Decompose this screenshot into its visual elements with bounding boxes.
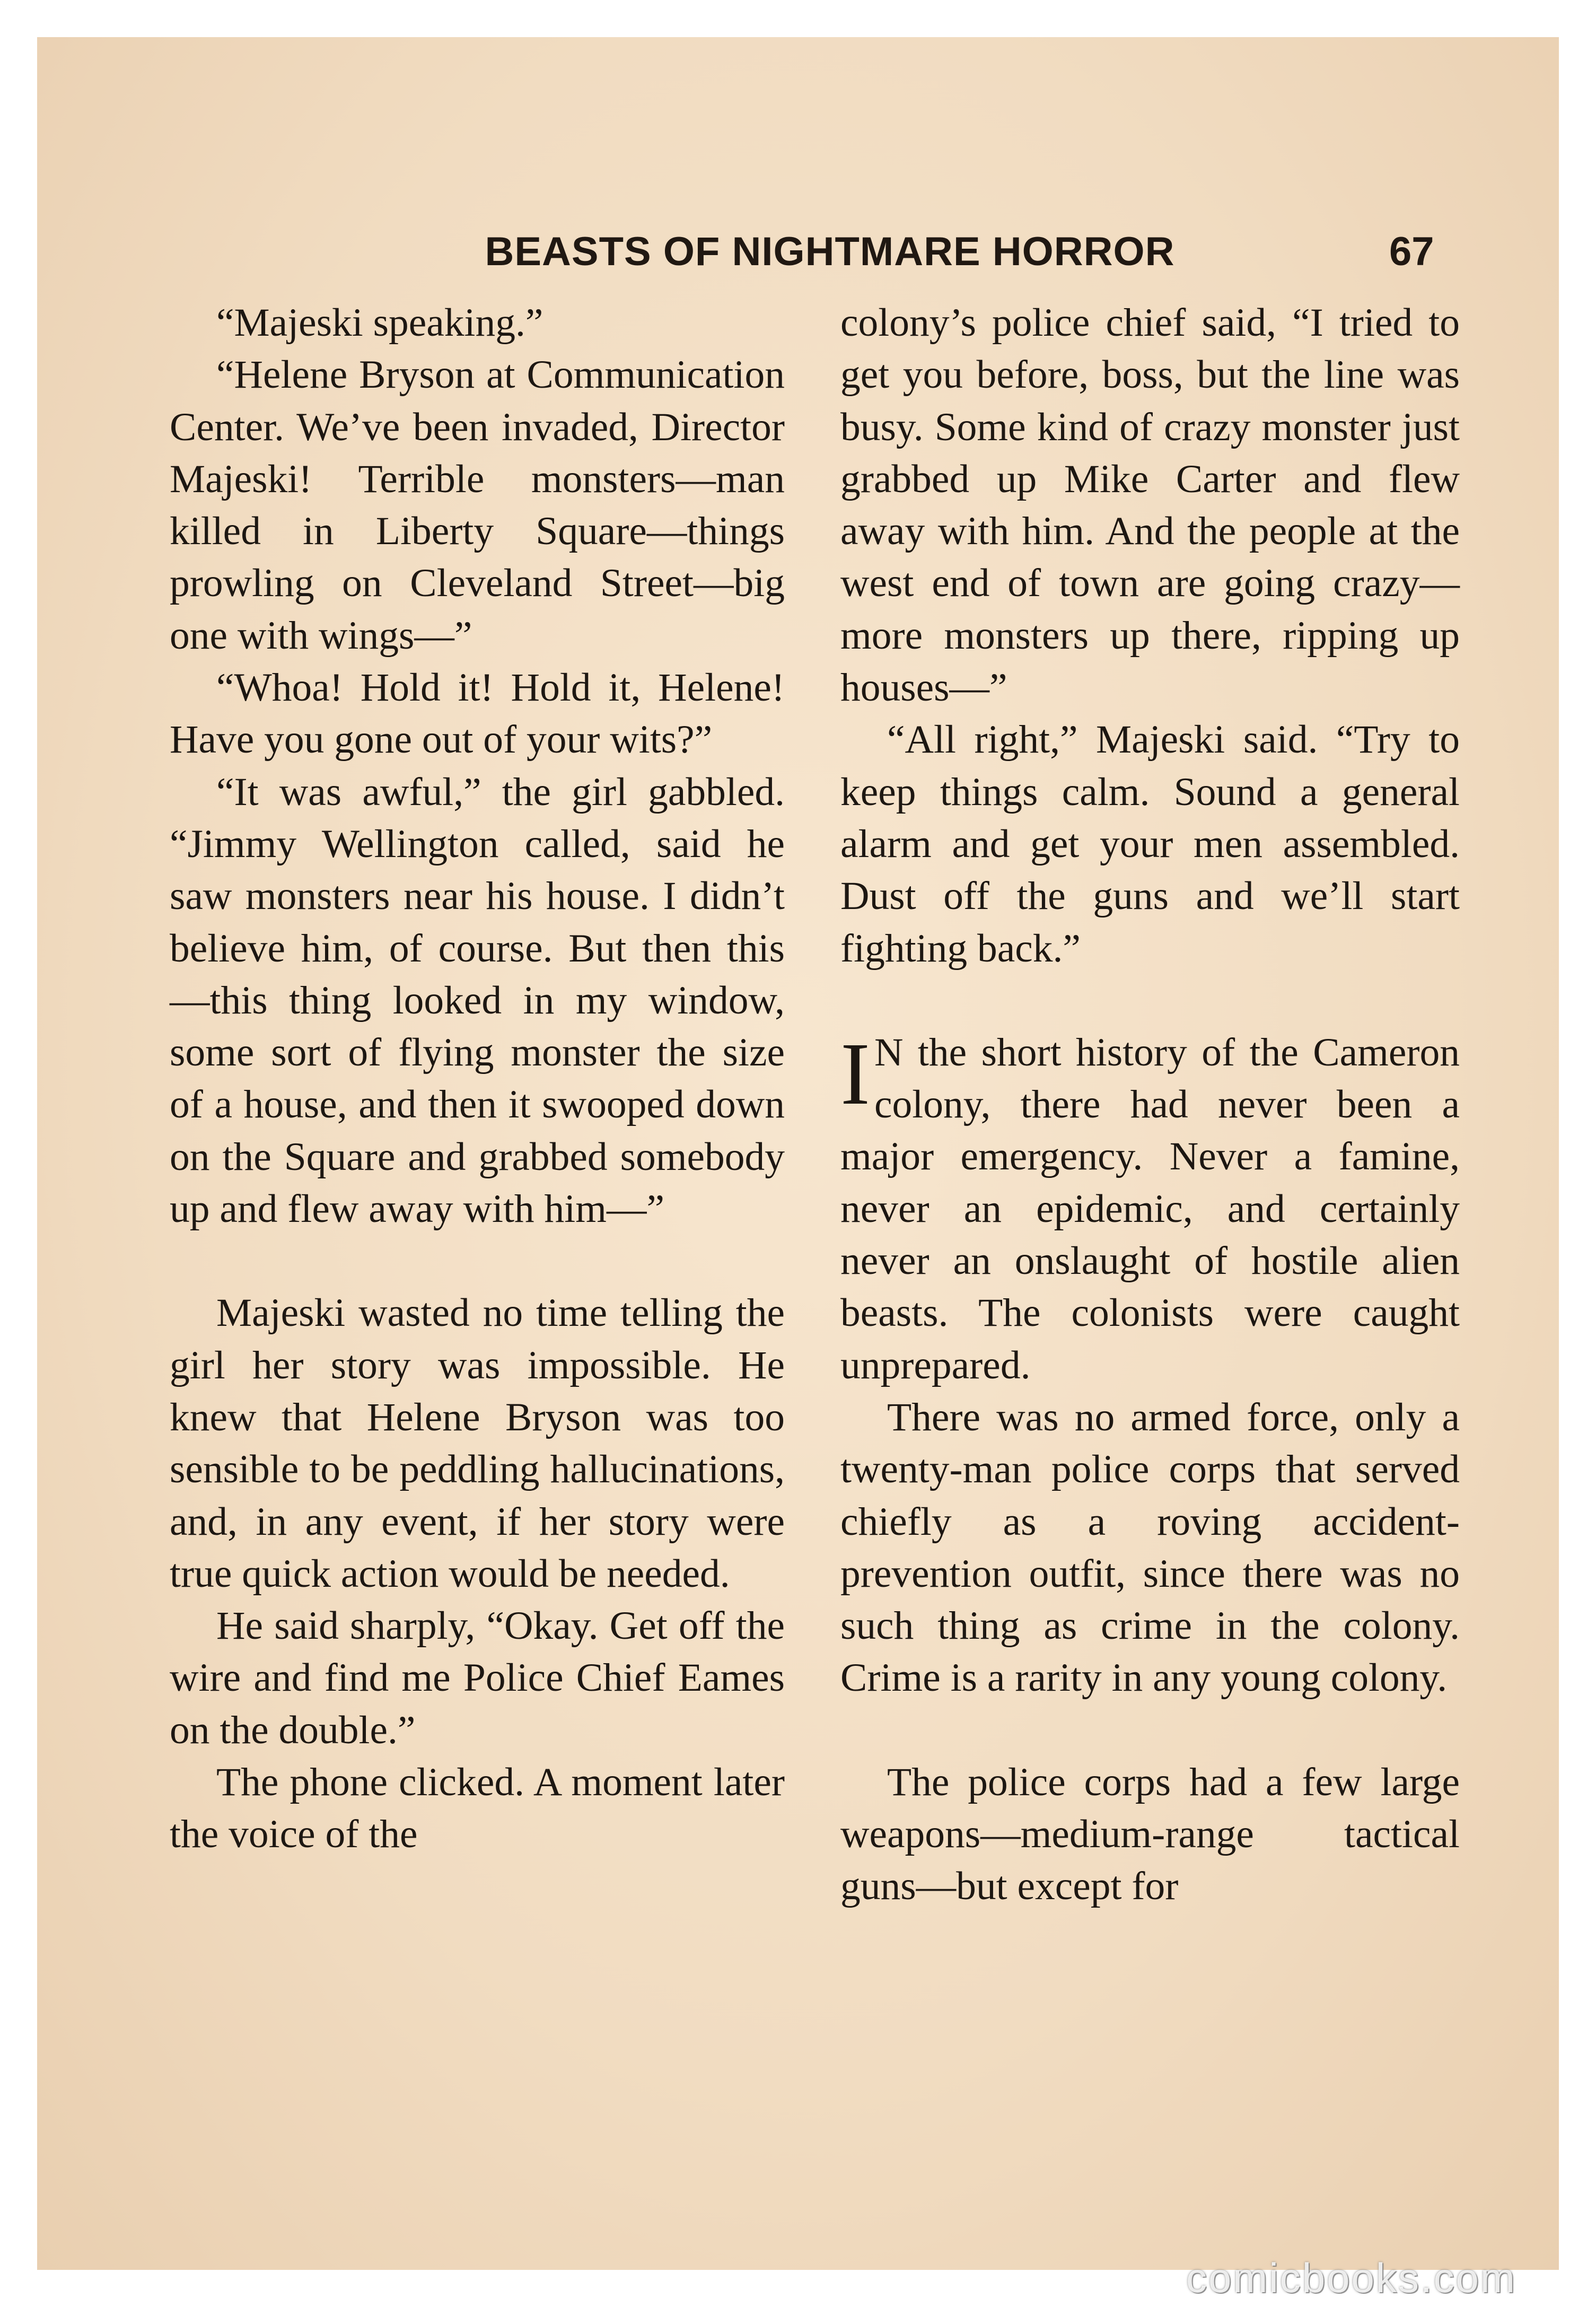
paragraph: “It was awful,” the girl gabbled. “Jimmy Wellington called, said he saw monsters near his house. I didn’t believe him, of course. But then this—this thing looked in my window, some sort of flying monster the size of a house, and then it swooped down on the Square and grabbed somebody up and flew away with him—”	[170, 770, 785, 1231]
paragraph: The police corps had a few large weapons—medium-range tactical guns—but except for	[840, 1760, 1460, 1909]
book-page	[37, 37, 1559, 2301]
drop-cap: I	[840, 1024, 870, 1123]
paragraph: “Helene Bryson at Communication Center. We’ve been invaded, Director Majeski! Terrible monsters—man killed in Liberty Square—things prowling on Cleveland Street—big one with wings—”	[170, 353, 785, 658]
paragraph: “Majeski speaking.”	[216, 301, 543, 345]
paragraph: colony’s police chief said, “I tried to get you before, boss, but the line was busy. Some kind of crazy monster just grabbed up Mike Carter and flew away with him. And the people at the west end of town are going crazy—more monsters up there, ripping up houses—”	[840, 301, 1460, 710]
paragraph: The phone clicked. A moment later the voice of the	[170, 1760, 785, 1857]
running-title: BEASTS OF NIGHTMARE HORROR	[485, 229, 1175, 274]
page-header	[37, 225, 1559, 278]
watermark: comicbooks.com	[1186, 2254, 1516, 2301]
paragraph: There was no armed force, only a twenty-man police corps that served chiefly as a roving accident-prevention outfit, since there was no such thing as crime in the colony. Crime is a rarity in any young colony.	[840, 1395, 1460, 1700]
paragraph: “All right,” Majeski said. “Try to keep things calm. Sound a general alarm and get your men assembled. Dust off the guns and we’ll start fighting back.”	[840, 718, 1460, 971]
paragraph-text: N the short history of the Cameron colony, there had never been a major emergency. Never a famine, never an epidemic, and certainly never an onslaught of hostile alien beasts. The colonists were caught unprepared.	[840, 1030, 1460, 1387]
left-column	[170, 297, 785, 1861]
page-number: 67	[1389, 229, 1434, 274]
right-column	[840, 297, 1460, 1913]
paragraph: Majeski wasted no time telling the girl her story was impossible. He knew that Helene Bryson was too sensible to be peddling hallucinations, and, in any event, if her story were true quick action would be needed.	[170, 1291, 785, 1596]
section-opening-paragraph	[840, 1024, 1460, 1392]
paragraph: “Whoa! Hold it! Hold it, Helene! Have you gone out of your wits?”	[170, 666, 785, 762]
paragraph: He said sharply, “Okay. Get off the wire and find me Police Chief Eames on the double.”	[170, 1604, 785, 1752]
